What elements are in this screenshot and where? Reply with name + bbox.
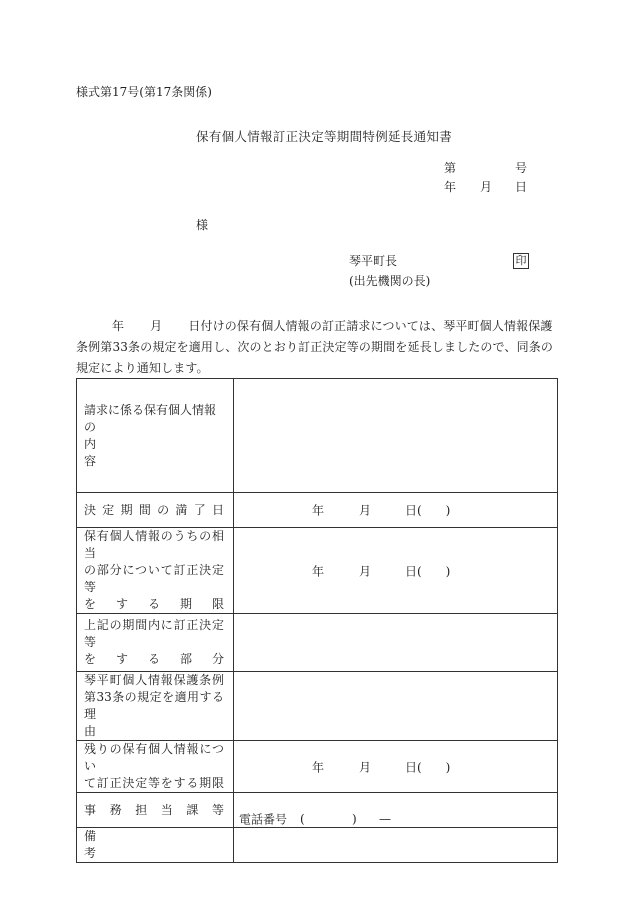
phone-label: 電話番号 xyxy=(239,812,288,827)
date-year-label: 年 xyxy=(444,180,457,194)
row-label-deadline: 決定期間の満了日 xyxy=(77,493,234,528)
row-label-partial-decision-deadline: 保有個人情報のうちの相当 の部分について訂正決定等 をする期限 xyxy=(77,528,234,614)
row-label-requested-info: 請求に係る保有個人情報の 内 容 xyxy=(77,379,234,493)
form-number: 様式第17号(第17条関係) xyxy=(76,85,212,99)
row-label-remaining-deadline: 残りの保有個人情報につい て訂正決定等をする期限 xyxy=(77,741,234,793)
deadline-date-value[interactable]: 年 月 日( ) xyxy=(234,493,558,528)
seal-mark: 印 xyxy=(513,253,529,269)
row-label-contact-section: 事務担当課等 xyxy=(77,793,234,828)
table-row-remarks xyxy=(77,828,558,863)
intro-body: 日付けの保有個人情報の訂正請求については、琴平町個人情報保護条例第33条の規定を適用し、次のとおり訂正決定等の期間を延長しましたので、同条の規定により通知します。 xyxy=(76,319,554,375)
notice-table xyxy=(76,378,558,863)
table-row-partial-scope xyxy=(77,614,558,672)
reason-value[interactable] xyxy=(234,672,558,741)
row-label-reason: 琴平町個人情報保護条例 第33条の規定を適用する 理 由 xyxy=(77,672,234,741)
intro-month: 月 xyxy=(150,319,163,333)
remarks-value[interactable] xyxy=(234,828,558,863)
table-row-reason xyxy=(77,672,558,741)
phone-open-paren: ( xyxy=(300,812,305,826)
requested-info-value[interactable] xyxy=(234,379,558,493)
addressee-suffix: 様 xyxy=(196,218,209,232)
intro-year: 年 xyxy=(112,319,125,333)
table-row-remaining-deadline xyxy=(77,741,558,793)
document-title: 保有個人情報訂正決定等期間特例延長通知書 xyxy=(196,129,453,144)
date-month-label: 月 xyxy=(480,180,493,194)
table-row-requested-info xyxy=(77,379,558,493)
row-label-partial-scope: 上記の期間内に訂正決定等 をする部分 xyxy=(77,614,234,672)
doc-number-prefix: 第 xyxy=(444,161,457,175)
table-row-contact-section xyxy=(77,793,558,828)
doc-number-suffix: 号 xyxy=(515,161,528,175)
row-label-remarks: 備 考 xyxy=(77,828,234,863)
partial-scope-value[interactable] xyxy=(234,614,558,672)
contact-section-value[interactable] xyxy=(234,793,558,828)
issuer-note: (出先機関の長) xyxy=(349,274,431,288)
intro-paragraph xyxy=(76,316,558,379)
table-row-deadline xyxy=(77,493,558,528)
phone-close-paren: ) xyxy=(352,812,357,826)
issuer-name: 琴平町長 xyxy=(349,254,398,268)
date-day-label: 日 xyxy=(515,180,528,194)
table-row-partial-decision-deadline xyxy=(77,528,558,614)
remaining-deadline-date-value[interactable]: 年 月 日( ) xyxy=(234,741,558,793)
partial-decision-date-value[interactable]: 年 月 日( ) xyxy=(234,528,558,614)
phone-dash: — xyxy=(379,812,391,826)
